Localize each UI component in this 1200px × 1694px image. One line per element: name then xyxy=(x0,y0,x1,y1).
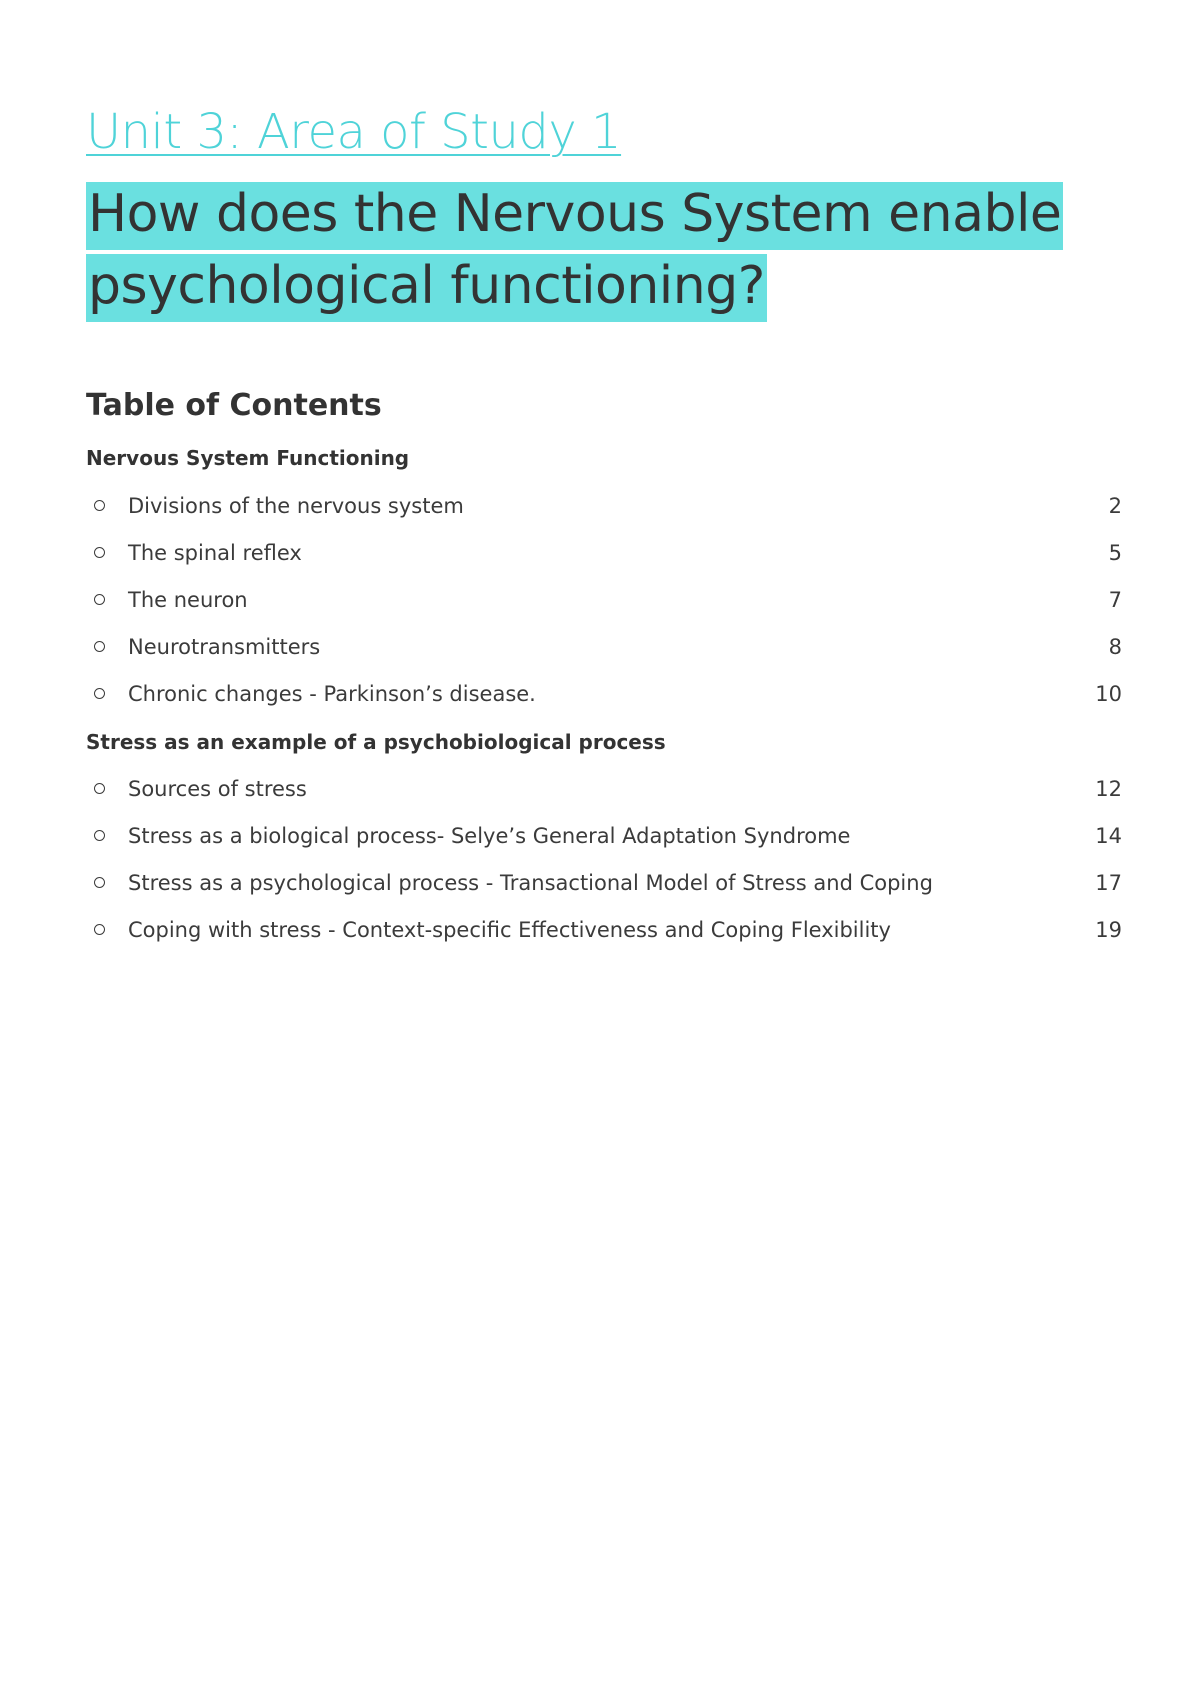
toc-entry[interactable] xyxy=(86,635,1122,665)
section-heading-stress: Stress as an example of a psychobiological process xyxy=(86,730,666,754)
main-question xyxy=(86,178,1066,322)
toc-entry-label: The neuron xyxy=(128,588,248,612)
toc-entry-page: 2 xyxy=(1108,494,1122,518)
toc-entry-label: Stress as a psychological process - Transactional Model of Stress and Coping xyxy=(128,871,933,895)
toc-entry-page: 5 xyxy=(1108,541,1122,565)
circle-bullet-icon xyxy=(94,641,105,652)
toc-entry-page: 12 xyxy=(1095,777,1122,801)
circle-bullet-icon xyxy=(94,830,105,841)
circle-bullet-icon xyxy=(94,500,105,511)
toc-entry[interactable] xyxy=(86,824,1122,854)
toc-heading: Table of Contents xyxy=(86,388,382,423)
toc-entry-page: 10 xyxy=(1095,682,1122,706)
toc-entry-label: The spinal reflex xyxy=(128,541,302,565)
toc-entry[interactable] xyxy=(86,588,1122,618)
circle-bullet-icon xyxy=(94,783,105,794)
toc-entry-label: Neurotransmitters xyxy=(128,635,321,659)
toc-entry-label: Divisions of the nervous system xyxy=(128,494,464,518)
toc-entry-label: Stress as a biological process- Selye’s General Adaptation Syndrome xyxy=(128,824,851,848)
toc-entry-label: Chronic changes - Parkinson’s disease. xyxy=(128,682,536,706)
toc-entry-page: 19 xyxy=(1095,918,1122,942)
toc-entry[interactable] xyxy=(86,541,1122,571)
toc-entry[interactable] xyxy=(86,918,1122,948)
toc-entry-page: 14 xyxy=(1095,824,1122,848)
toc-entry-page: 8 xyxy=(1108,635,1122,659)
unit-title: Unit 3: Area of Study 1 xyxy=(86,104,622,160)
toc-entry-page: 7 xyxy=(1108,588,1122,612)
toc-entry-page: 17 xyxy=(1095,871,1122,895)
circle-bullet-icon xyxy=(94,924,105,935)
circle-bullet-icon xyxy=(94,877,105,888)
toc-entry[interactable] xyxy=(86,494,1122,524)
toc-entry[interactable] xyxy=(86,871,1122,901)
section-heading-nervous-system: Nervous System Functioning xyxy=(86,446,410,470)
question-line-1: How does the Nervous System enable xyxy=(86,182,1063,250)
toc-entry-label: Sources of stress xyxy=(128,777,307,801)
circle-bullet-icon xyxy=(94,594,105,605)
toc-entry[interactable] xyxy=(86,777,1122,807)
circle-bullet-icon xyxy=(94,547,105,558)
circle-bullet-icon xyxy=(94,688,105,699)
toc-entry-label: Coping with stress - Context-specific Effectiveness and Coping Flexibility xyxy=(128,918,891,942)
question-line-2: psychological functioning? xyxy=(86,254,767,322)
toc-entry[interactable] xyxy=(86,682,1122,712)
